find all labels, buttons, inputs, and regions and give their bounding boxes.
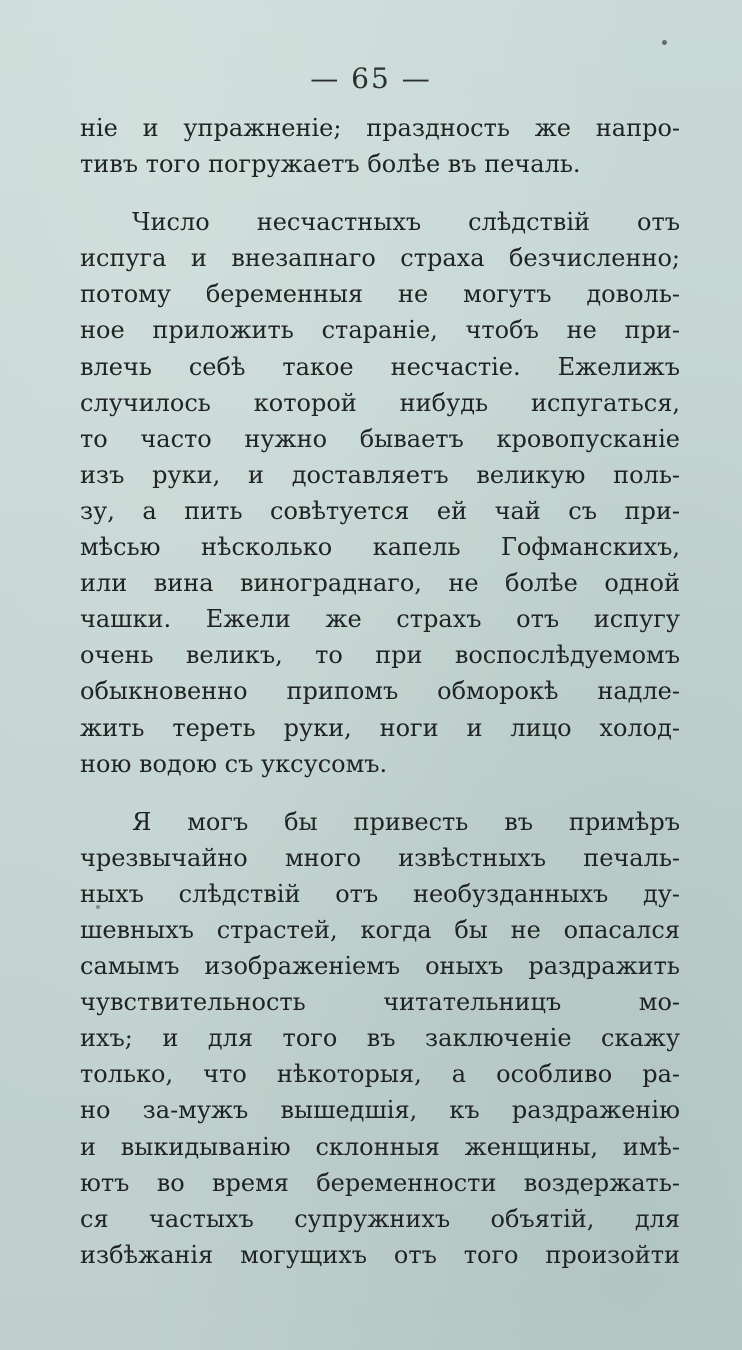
text-line: ихъ; и для того въ заключеніе скажу: [80, 1024, 680, 1053]
ink-speck: [662, 40, 667, 45]
text-line: чашки. Ежели же страхъ отъ испугу: [80, 605, 680, 634]
text-line: чувствительность читательницъ мо-: [80, 988, 680, 1017]
text-line: и выкидыванію склонныя женщины, имѣ-: [80, 1132, 680, 1161]
text-line: зу, а пить совѣтуется ей чай съ при-: [80, 496, 680, 525]
text-line: избѣжанія могущихъ отъ того произойти: [80, 1240, 680, 1269]
paragraph-gap: [80, 182, 680, 204]
text-line: ютъ во время беременности воздержать-: [80, 1168, 680, 1197]
text-line: мѣсью нѣсколько капель Гофманскихъ,: [80, 533, 680, 562]
text-line: случилось которой нибудь испугаться,: [80, 388, 680, 417]
text-line: Я могъ бы привесть въ примѣръ: [132, 807, 680, 836]
text-line: ся частыхъ супружнихъ объятій, для: [80, 1204, 680, 1233]
text-line: то часто нужно бываетъ кровопусканіе: [80, 424, 680, 453]
text-line: испуга и внезапнаго страха безчисленно;: [80, 244, 680, 273]
text-line: но за-мужъ вышедшія, къ раздраженію: [80, 1096, 680, 1125]
text-line: очень великъ, то при воспослѣдуемомъ: [80, 641, 680, 670]
paragraph-gap: [80, 782, 680, 804]
text-line: ное приложить стараніе, чтобъ не при-: [80, 316, 680, 345]
text-line: изъ руки, и доставляетъ великую поль-: [80, 460, 680, 489]
text-line: ніе и упражненіе; праздность же напро-: [80, 114, 680, 142]
page-number: — 65 —: [310, 62, 432, 95]
text-line: ныхъ слѣдствій отъ необузданныхъ ду-: [80, 879, 680, 908]
text-line: обыкновенно припомъ обморокѣ надле-: [80, 677, 680, 706]
text-line: Число несчастныхъ слѣдствій отъ: [132, 208, 680, 237]
page-text: [80, 110, 680, 1273]
text-line: или вина винограднаго, не болѣе одной: [80, 569, 680, 598]
text-line: жить тереть руки, ноги и лицо холод-: [80, 713, 680, 742]
text-line: шевныхъ страстей, когда бы не опасался: [80, 915, 680, 944]
text-line: чрезвычайно много извѣстныхъ печаль-: [80, 843, 680, 872]
text-line: тивъ того погружаетъ болѣе въ печаль.: [80, 150, 581, 179]
text-line: влечь себѣ такое несчастіе. Ежелижъ: [80, 352, 680, 381]
text-line: ною водою съ уксусомъ.: [80, 749, 388, 778]
text-line: самымъ изображеніемъ оныхъ раздражить: [80, 952, 680, 981]
text-line: только, что нѣкоторыя, а особливо ра-: [80, 1060, 680, 1089]
text-line: потому беременныя не могутъ доволь-: [80, 280, 680, 309]
